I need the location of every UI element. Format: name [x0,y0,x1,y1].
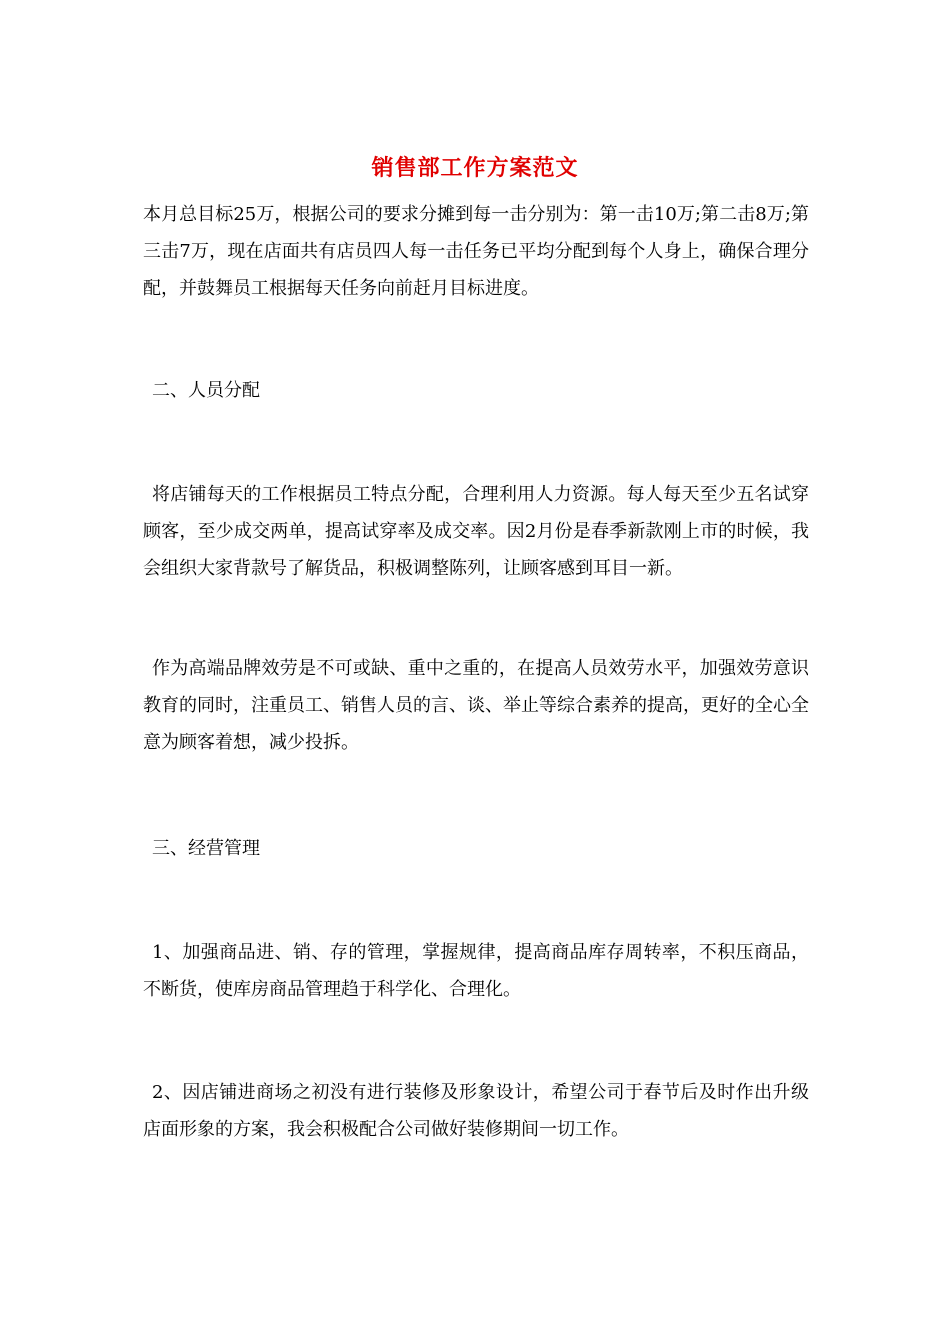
paragraph-staff-allocation: 将店铺每天的工作根据员工特点分配，合理利用人力资源。每人每天至少五名试穿顾客，至少成交两单，提高试穿率及成交率。因2月份是春季新款刚上市的时候，我会组织大家背款号了解货品，积极调整陈列，让顾客感到耳目一新。 [143,484,809,579]
heading-operations: 三、经营管理 [152,838,260,859]
paragraph-renovation: 2、因店铺进商场之初没有进行装修及形象设计，希望公司于春节后及时作出升级店面形象的方案，我会积极配合公司做好装修期间一切工作。 [143,1082,809,1140]
document-title: 销售部工作方案范文 [371,155,579,181]
paragraph-sales-target: 本月总目标25万，根据公司的要求分摊到每一击分别为：第一击10万;第二击8万;第三击7万，现在店面共有店员四人每一击任务已平均分配到每个人身上，确保合理分配，并鼓舞员工根据每天任务向前赶月目标进度。 [143,204,809,299]
paragraph-service: 作为高端品牌效劳是不可或缺、重中之重的，在提高人员效劳水平，加强效劳意识教育的同时，注重员工、销售人员的言、谈、举止等综合素养的提高，更好的全心全意为顾客着想，减少投拆。 [143,658,809,753]
heading-staff-allocation: 二、人员分配 [152,380,260,401]
paragraph-inventory: 1、加强商品进、销、存的管理，掌握规律，提高商品库存周转率，不积压商品，不断货，使库房商品管理趋于科学化、合理化。 [143,942,809,1000]
